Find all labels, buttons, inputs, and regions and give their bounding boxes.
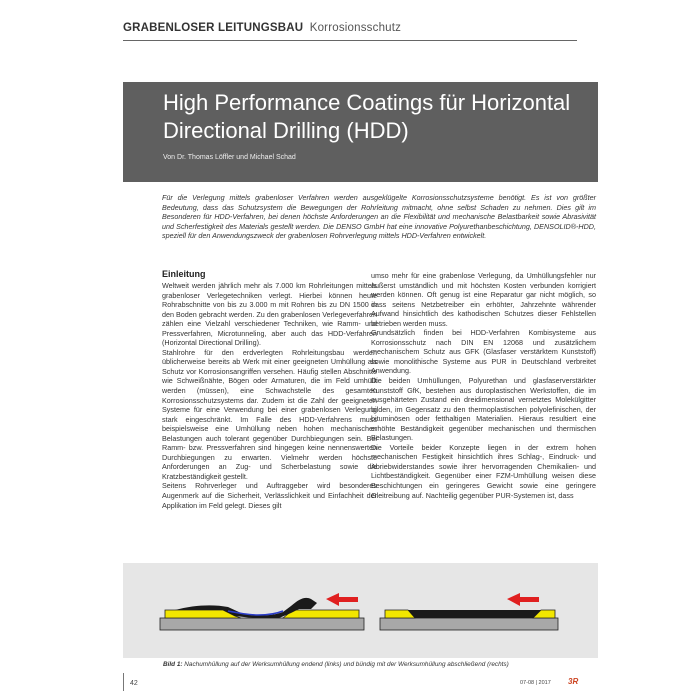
title-line-1: High Performance Coatings für Horizontal: [163, 90, 571, 115]
figure-caption: [163, 661, 593, 668]
header-divider: [123, 40, 577, 41]
lead-paragraph: Für die Verlegung mittels grabenloser Verfahren werden ausgeklügelte Korrosionsschutzsysteme benötigt. Es ist von größter Bedeutung, dass das Schutzsystem die Bewegungen der Rohrleitung mitmacht, ohne selbst Schaden zu nehmen. Dies gilt im Besonderen für HDD-Verfahren, bei denen höchste Anforderungen an die Flexibilität und mechanische Belastbarkeit sowie Abrasivität und Scherfestigkeit des Materials gestellt werden. Die DENSO GmbH hat eine innovative Polyurethanbeschichtung, DENSOLID®-HDD, speziell für den Anwendungszweck der grabenlosen Rohrverlegung mittels HDD-Verfahren entwickelt.: [162, 193, 596, 241]
title-line-2: Directional Drilling (HDD): [163, 118, 409, 143]
footer-divider: [123, 673, 124, 691]
subsection-label: Korrosionsschutz: [309, 22, 402, 34]
article-title: [163, 89, 593, 145]
arrow-icon: [326, 593, 358, 606]
diagram-left: [160, 593, 364, 630]
publication-logo: 3R: [568, 677, 579, 686]
paragraph: Stahlrohre für den erdverlegten Rohrleitungsbau werden üblicherweise bereits ab Werk mit einer geeigneten Umhüllung als Schutz vor Korrosionsangriffen versehen. Häufig stellen Abschnitte wie Schweißnähte, Bögen oder Armaturen, die im Feld umhüllt werden (müssen), eine Schwachstelle des gesamten Korrosionsschutzsystems dar. Zudem ist die Zahl der geeigneten Systeme für eine Verwendung bei einer grabenlosen Verlegung stark eingeschränkt. Im Falle des HDD-Verfahrens muss beispielsweise eine Umhüllung neben hohen mechanischen Belastungen auch tolerant gegenüber Durchbiegungen sein. Bei Ramm- bzw. Pressverfahren sind hingegen keine nennenswerten Durchbiegungen zu erwarten. Vielmehr werden höchste Anforderungen an Zug- und Scherbelastung sowie die Kratzbeständigkeit gestellt.: [162, 347, 377, 481]
paragraph: Die Vorteile beider Konzepte liegen in der extrem hohen mechanischen Festigkeit hinsichtlich ihres Schlag-, Eindruck- und Abriebwiderstandes sowie ihrer hervorragenden Chemikalien- und Lichtbeständigkeit. Gegenüber einer FZM-Umhüllung weisen diese Beschichtungen ein geringeres Gewicht sowie eine geringere Gleitreibung auf. Nachteilig gegenüber PUR-Systemen ist, dass: [371, 442, 596, 500]
paragraph: umso mehr für eine grabenlose Verlegung, da Umhüllungsfehler nur äußerst umständlich und mit höchsten Kosten verbunden korrigiert werden können. Oft genug ist eine Reparatur gar nicht möglich, so dass seitens Netzbetreiber ein erhöhter, Jahrzehnte währender Aufwand hinsichtlich des kathodischen Schutzes dieser Fehlstellen betrieben werden muss.: [371, 271, 596, 328]
column-left: [162, 269, 377, 510]
page-number: 42: [130, 680, 138, 687]
column-right: [371, 271, 596, 500]
section-heading: Einleitung: [162, 269, 206, 279]
steel-pipe-wall: [160, 618, 364, 630]
diagram-right: [380, 593, 558, 630]
pur-coating: [408, 610, 541, 618]
byline: Von Dr. Thomas Löffler und Michael Schad: [163, 154, 296, 161]
caption-label: Bild 1:: [163, 661, 183, 668]
paragraph: Seitens Rohrverleger und Auftraggeber wird besonderes Augenmerk auf die Sicherheit, Verlässlichkeit und Einfachheit der Applikation im Feld gelegt. Dieses gilt: [162, 481, 377, 510]
arrow-icon: [507, 593, 539, 606]
running-header: [123, 22, 401, 34]
paragraph: Die beiden Umhüllungen, Polyurethan und glasfaserverstärkter Kunststoff GfK, bestehen aus duroplastischen Werkstoffen, die im ausgehärteten Zustand ein dreidimensional vernetztes Molekülgitter bilden, im Gegensatz zu den thermoplastischen polyolefinischen, der bituminösen oder fetthaltigen Materialien. Hieraus resultiert eine erhöhte Beständigkeit gegenüber mechanischen und thermischen Belastungen.: [371, 376, 596, 443]
issue-label: 07-08 | 2017: [520, 680, 551, 686]
caption-text: Nachumhüllung auf der Werksumhüllung endend (links) und bündig mit der Werksumhüllung abschließend (rechts): [182, 661, 509, 668]
paragraph: Grundsätzlich finden bei HDD-Verfahren Kombisysteme aus Korrosionsschutz nach DIN EN 12068 und zusätzlichem mechanischem Schutz aus GFK (Glasfaser verstärktem Kunststoff) sowie monolithische Systeme aus PUR in Deutschland verbreitet Anwendung.: [371, 328, 596, 376]
figure-illustration: [123, 563, 598, 658]
section-label: GRABENLOSER LEITUNGSBAU: [123, 22, 304, 34]
steel-pipe-wall: [380, 618, 558, 630]
paragraph: Weltweit werden jährlich mehr als 7.000 km Rohrleitungen mittels grabenloser Verlegetechniken verlegt. Hierbei können heute Rohrabschnitte von bis zu 3.000 m mit Rohren bis zu DN 1500 in den Boden gebracht werden. Zu den grabenlosen Verlegeverfahren zählen eine Vielzahl verschiedener Techniken, wie Ramm- und Pressverfahren, Microtunneling, aber auch das HDD-Verfahren (Horizontal Directional Drilling).: [162, 281, 377, 348]
